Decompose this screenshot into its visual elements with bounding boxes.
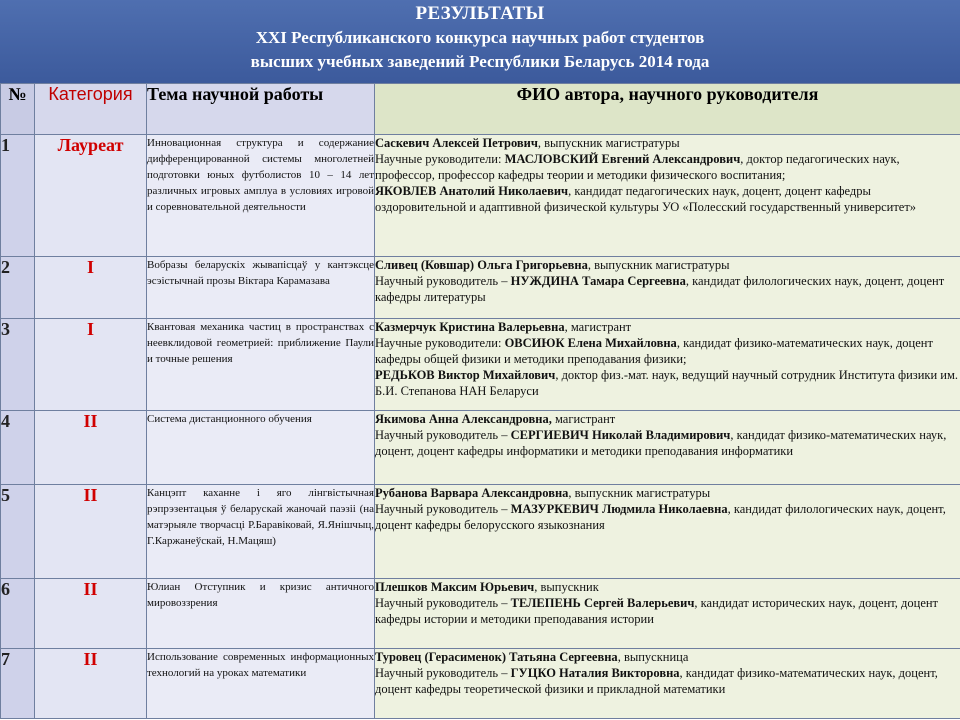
supervisor-info: , кандидат филологических наук, доцент, доцент кафедры белорусского языкознания — [375, 502, 946, 532]
table-row — [1, 485, 960, 579]
supervisor-label: Научный руководитель – — [375, 666, 511, 680]
column-header-topic: Тема научной работы — [147, 84, 375, 135]
row-category: I — [35, 257, 147, 319]
row-author — [375, 411, 960, 485]
supervisor-label: Научные руководители: — [375, 336, 505, 350]
table-row — [1, 135, 960, 257]
column-header-category: Категория — [35, 84, 147, 135]
supervisor-2-name: РЕДЬКОВ Виктор Михайлович — [375, 368, 556, 382]
row-number: 3 — [1, 319, 35, 411]
row-topic: Инновационная структура и содержание дифференцированной системы многолетней подготовки юных футболистов 10 – 14 лет различных игровых амплуа в условиях игровой и соревновательной деятельности — [147, 135, 375, 257]
supervisor-name: ОВСИЮК Елена Михайловна — [504, 336, 677, 350]
supervisor-label: Научный руководитель – — [375, 428, 511, 442]
row-author — [375, 649, 960, 719]
row-topic: Квантовая механика частиц в пространствах с неевклидовой геометрией: приближение Паули и точные решения — [147, 319, 375, 411]
author-status: магистрант — [551, 412, 616, 426]
supervisor-label: Научный руководитель – — [375, 502, 511, 516]
supervisor-label: Научный руководитель – — [375, 596, 511, 610]
column-header-author: ФИО автора, научного руководителя — [375, 84, 960, 135]
row-category: II — [35, 649, 147, 719]
table-header-row — [1, 84, 960, 135]
supervisor-info: , доктор педагогических наук, профессор, профессор кафедры теории и методики физического воспитания; — [375, 152, 900, 182]
author-status: , выпускница — [617, 650, 689, 664]
supervisor-2-info: , доктор физ.-мат. наук, ведущий научный сотрудник Института физики им. Б.И. Степанова НАН Беларуси — [375, 368, 959, 398]
table-row — [1, 579, 960, 649]
supervisor-info: , кандидат физико-математических наук, доцент, доцент кафедры информатики и методики преподавания информатики — [375, 428, 947, 458]
results-table — [0, 83, 960, 719]
supervisor-2-info: , кандидат педагогических наук, доцент, доцент кафедры оздоровительной и адаптивной физической культуры УО «Полесский государственный университет» — [375, 184, 917, 214]
row-author — [375, 319, 960, 411]
author-status: , выпускник — [534, 580, 599, 594]
author-name: Саскевич Алексей Петрович — [375, 136, 538, 150]
row-number: 6 — [1, 579, 35, 649]
supervisor-name: НУЖДИНА Тамара Сергеевна — [510, 274, 686, 288]
row-author — [375, 135, 960, 257]
row-category: II — [35, 485, 147, 579]
table-body — [1, 135, 960, 719]
supervisor-label: Научные руководители: — [375, 152, 505, 166]
row-topic: Использование современных информационных технологий на уроках математики — [147, 649, 375, 719]
row-number: 5 — [1, 485, 35, 579]
supervisor-name: МАЗУРКЕВИЧ Людмила Николаевна — [510, 502, 728, 516]
table-row — [1, 257, 960, 319]
author-name: Казмерчук Кристина Валерьевна — [375, 320, 565, 334]
row-author — [375, 485, 960, 579]
author-status: , выпускник магистратуры — [568, 486, 711, 500]
table-row — [1, 649, 960, 719]
supervisor-info: , кандидат физико-математических наук, доцент кафедры общей физики и методики преподавания физики; — [375, 336, 933, 366]
slide-header — [0, 0, 960, 83]
row-number: 4 — [1, 411, 35, 485]
author-name: Якимова Анна Александровна, — [375, 412, 552, 426]
supervisor-label: Научный руководитель – — [375, 274, 511, 288]
page-title: РЕЗУЛЬТАТЫ — [415, 3, 545, 24]
row-category: I — [35, 319, 147, 411]
author-name: Туровец (Герасименок) Татьяна Сергеевна — [375, 650, 618, 664]
supervisor-name: СЕРГИЕВИЧ Николай Владимирович — [510, 428, 731, 442]
row-category: Лауреат — [35, 135, 147, 257]
author-name: Сливец (Ковшар) Ольга Григорьевна — [375, 258, 588, 272]
supervisor-name: ТЕЛЕПЕНЬ Сергей Валерьевич — [510, 596, 695, 610]
row-topic: Канцэпт каханне і яго лінгвістычная рэпрэзентацыя ў беларускай жаночай паэзіі (на матэрыяле творчасці Р.Баравіковай, Я.Янішчыц, Г.Каржанеўскай, Н.Мацяш) — [147, 485, 375, 579]
author-status: , выпускник магистратуры — [587, 258, 730, 272]
column-header-num: № — [1, 84, 35, 135]
row-number: 7 — [1, 649, 35, 719]
supervisor-2-name: ЯКОВЛЕВ Анатолий Николаевич — [375, 184, 569, 198]
author-status: , магистрант — [564, 320, 632, 334]
table-row — [1, 319, 960, 411]
row-category: II — [35, 579, 147, 649]
table-row — [1, 411, 960, 485]
supervisor-info: , кандидат исторических наук, доцент, доцент кафедры истории и методики преподавания истории — [375, 596, 939, 626]
row-topic: Юлиан Отступник и кризис античного мировоззрения — [147, 579, 375, 649]
supervisor-name: МАСЛОВСКИЙ Евгений Александрович — [504, 152, 741, 166]
supervisor-name: ГУЦКО Наталия Викторовна — [510, 666, 680, 680]
row-category: II — [35, 411, 147, 485]
row-author — [375, 579, 960, 649]
subtitle-line-2: высших учебных заведений Республики Беларусь 2014 года — [250, 52, 710, 71]
author-name: Плешков Максим Юрьевич — [375, 580, 535, 594]
author-status: , выпускник магистратуры — [537, 136, 680, 150]
row-author — [375, 257, 960, 319]
row-topic: Вобразы беларускіх жывапісцаў у кантэксце эсэістычнай прозы Віктара Карамазава — [147, 257, 375, 319]
row-number: 1 — [1, 135, 35, 257]
row-number: 2 — [1, 257, 35, 319]
supervisor-info: , кандидат физико-математических наук, доцент, доцент кафедры теоретической физики и прикладной математики — [375, 666, 938, 696]
subtitle-line-1: XXI Республиканского конкурса научных работ студентов — [255, 28, 705, 47]
row-topic: Система дистанционного обучения — [147, 411, 375, 485]
author-name: Рубанова Варвара Александровна — [375, 486, 569, 500]
supervisor-info: , кандидат филологических наук, доцент, доцент кафедры литературы — [375, 274, 945, 304]
